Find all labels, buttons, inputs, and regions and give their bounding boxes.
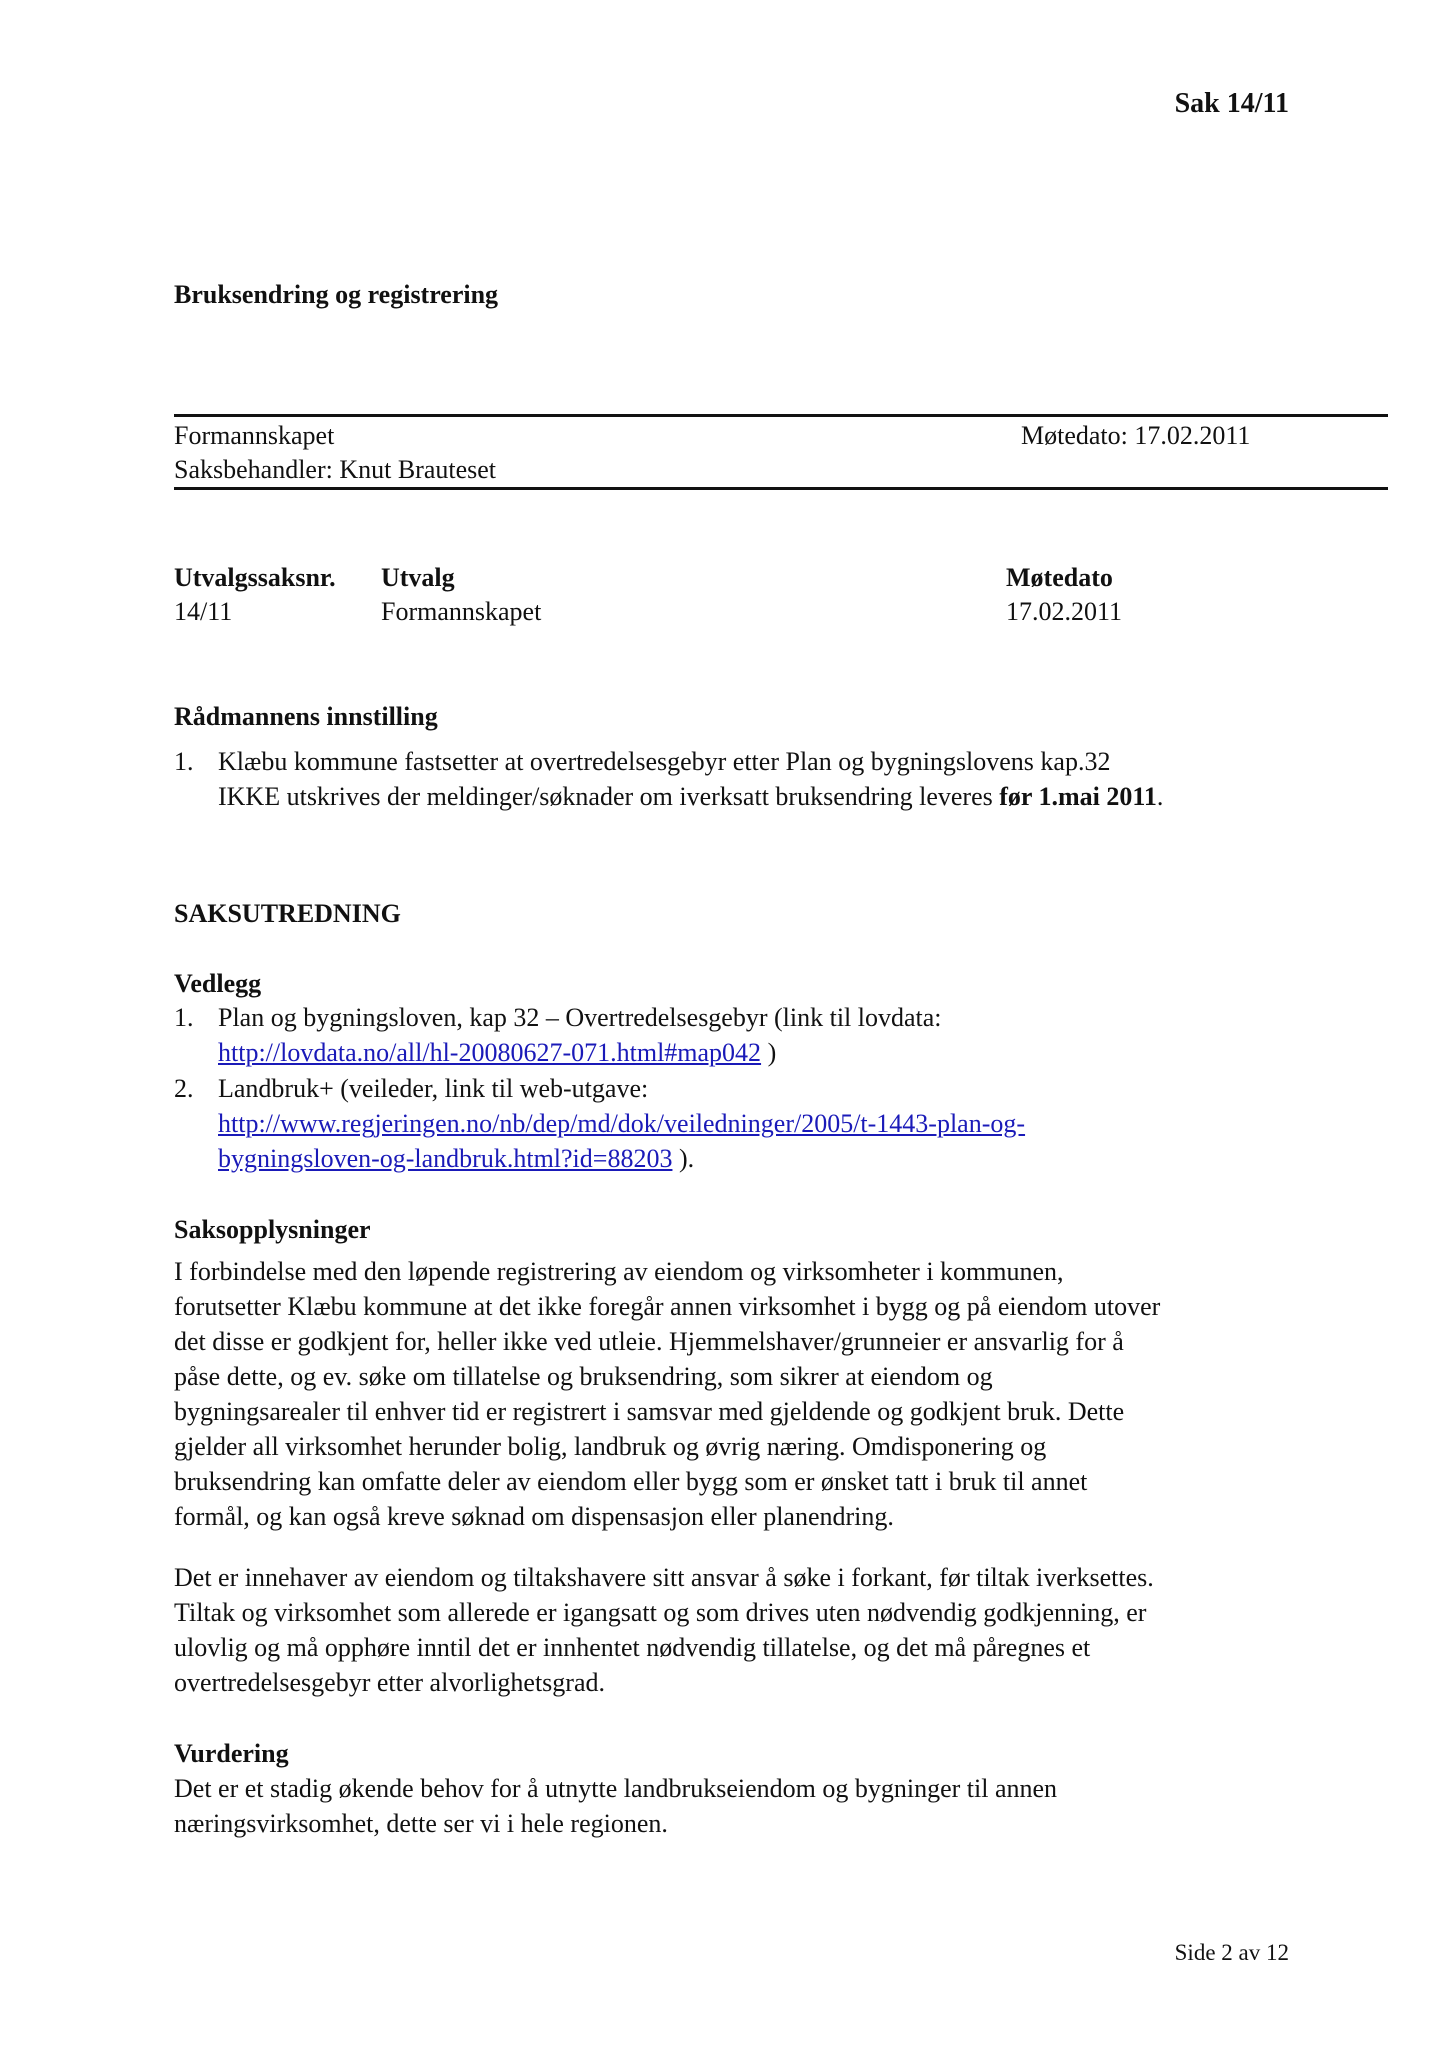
assessment-heading: Vurdering [174,1739,289,1768]
paragraph-line: det disse er godkjent for, heller ikke ved utleie. Hjemmelshaver/grunneier er ansvarlig for å [174,1327,1124,1356]
recommendation-line-2 [218,780,1163,814]
attachment-1-link-line [218,1036,776,1070]
document-title: Bruksendring og registrering [174,280,499,309]
committee-name: Formannskapet [174,421,335,450]
case-info-paragraph-2 [174,1560,1274,1700]
attachment-2-close: ). [672,1144,695,1173]
page-number: Side 2 av 12 [1174,1940,1289,1965]
attachment-2-link-line-1 [218,1107,1025,1141]
recommendation-text: IKKE utskrives der meldinger/søknader om iverksatt bruksendring leveres [218,782,1000,811]
attachment-2-link-line-2 [218,1142,694,1176]
case-info-heading: Saksopplysninger [174,1215,371,1244]
paragraph-line: gjelder all virksomhet herunder bolig, landbruk og øvrig næring. Omdisponering og [174,1432,1047,1461]
recommendation-line-1: Klæbu kommune fastsetter at overtredelsesgebyr etter Plan og bygningslovens kap.32 [218,747,1111,776]
case-info-paragraph-1 [174,1254,1274,1534]
paragraph-line: formål, og kan også kreve søknad om dispensasjon eller planendring. [174,1502,894,1531]
attachments-heading: Vedlegg [174,969,262,998]
table-cell-case-no: 14/11 [174,597,233,626]
bottom-rule [174,487,1388,490]
attachment-2-text: Landbruk+ (veileder, link til web-utgave: [218,1074,649,1103]
attachment-2-number: 2. [174,1074,194,1103]
paragraph-line: næringsvirksomhet, dette ser vi i hele regionen. [174,1809,668,1838]
paragraph-line: påse dette, og ev. søke om tillatelse og bruksendring, som sikrer at eiendom og [174,1362,993,1391]
table-header-date: Møtedato [1006,563,1113,592]
paragraph-line: bygningsarealer til enhver tid er registrert i samsvar med gjeldende og godkjent bruk. Dette [174,1397,1125,1426]
paragraph-line: overtredelsesgebyr etter alvorlighetsgrad. [174,1668,605,1697]
paragraph-line: I forbindelse med den løpende registrering av eiendom og virksomheter i kommunen, [174,1257,1064,1286]
assessment-paragraph [174,1771,1274,1841]
paragraph-line: Tiltak og virksomhet som allerede er igangsatt og som drives uten nødvendig godkjenning, er [174,1598,1147,1627]
lovdata-link[interactable]: http://lovdata.no/all/hl-20080627-071.html#map042 [218,1038,762,1067]
table-header-case-no: Utvalgssaksnr. [174,563,336,592]
attachment-1-text: Plan og bygningsloven, kap 32 – Overtredelsesgebyr (link til lovdata: [218,1003,942,1032]
paragraph-line: Det er et stadig økende behov for å utnytte landbrukseiendom og bygninger til annen [174,1774,1058,1803]
top-rule [174,414,1388,417]
table-cell-date: 17.02.2011 [1006,597,1123,626]
meeting-date: Møtedato: 17.02.2011 [1021,421,1251,450]
table-cell-committee: Formannskapet [381,597,542,626]
regjeringen-link-part-1[interactable]: http://www.regjeringen.no/nb/dep/md/dok/veiledninger/2005/t-1443-plan-og- [218,1109,1026,1138]
table-header-committee: Utvalg [381,563,455,592]
paragraph-line: bruksendring kan omfatte deler av eiendom eller bygg som er ønsket tatt i bruk til annet [174,1467,1088,1496]
case-number: Sak 14/11 [1174,88,1289,119]
section-heading-saksutredning: SAKSUTREDNING [174,899,401,928]
paragraph-line: forutsetter Klæbu kommune at det ikke foregår annen virksomhet i bygg og på eiendom utover [174,1292,1161,1321]
recommendation-deadline: før 1.mai 2011 [999,782,1157,811]
paragraph-line: Det er innehaver av eiendom og tiltakshavere sitt ansvar å søke i forkant, før tiltak iverksettes. [174,1563,1154,1592]
recommendation-number: 1. [174,747,194,776]
recommendation-period: . [1156,782,1164,811]
recommendation-heading: Rådmannens innstilling [174,702,438,731]
paragraph-line: ulovlig og må opphøre inntil det er innhentet nødvendig tillatelse, og det må påregnes et [174,1633,1091,1662]
regjeringen-link-part-2[interactable]: bygningsloven-og-landbruk.html?id=88203 [218,1144,673,1173]
attachment-1-number: 1. [174,1003,194,1032]
attachment-1-close: ) [761,1038,777,1067]
case-handler: Saksbehandler: Knut Brauteset [174,455,497,484]
